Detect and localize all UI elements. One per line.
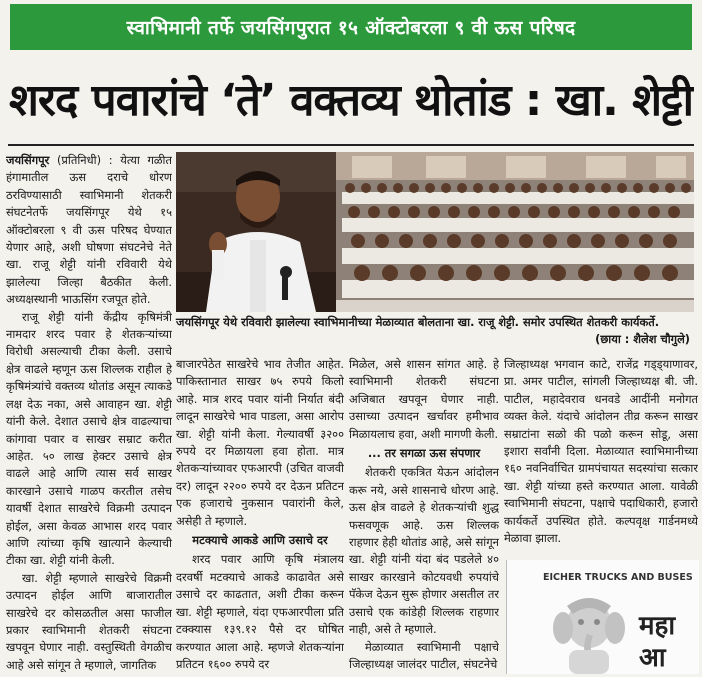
article-paragraph: मेळाव्यात स्वाभिमानी पक्षाचे जिल्हाध्यक्ष जालंदर पाटील, संघटनेचे xyxy=(349,639,499,671)
article-column-2 xyxy=(176,356,344,674)
article-paragraph: जिल्हाध्यक्ष भगवान काटे, राजेंद्र गड्ड्याणावर, प्रा. अमर पाटील, सांगली जिल्हाध्यक्ष बी. जी. पाटील, महादेवराव धनवडे आदींनी मनोगत व्यक्त केले. यंदाचे आंदोलन तीव्र करून साखर सम्राटांना सळो की पळो करून सोडू, असा इशारा सर्वांनी दिला. मेळाव्यात स्वाभिमानीच्या १६० नवनिर्वाचित ग्रामपंचायत सदस्यांचा सत्कार खा. शेट्टी यांच्या हस्ते करण्यात आला. यावेळी स्वाभिमानी संघटना, पक्षाचे पदाधिकारी, हजारो कार्यकर्ते उपस्थित होते. कल्पवृक्ष गार्डनमध्ये मेळावा झाला. xyxy=(504,357,698,546)
article-paragraph: बाजारपेठेत साखरेचे भाव तेजीत आहेत. पाकिस्तानात साखर ७५ रुपये किलो आहे. मात्र शरद पवार यांनी निर्यात बंदी लादून साखरेचे भाव पाडला, असा आरोप खा. शेट्टी यांनी केला. गेल्यावर्षी ३२०० रुपये दर मिळायला हवा होता. मात्र शेतकऱ्यांच्यावर एफआरपी (उचित वाजवी दर) लादून २२०० रुपये दर देऊन प्रतिटन एक हजाराचे नुकसान पवारांनी केले, असेही ते म्हणाले. xyxy=(176,357,344,528)
subheading: ... तर सगळा ऊस संपणार xyxy=(367,446,481,461)
article-column-1 xyxy=(6,152,172,674)
ad-brand: EICHER TRUCKS AND BUSES xyxy=(543,572,693,583)
top-banner-headline: स्वाभिमानी तर्फे जयसिंगपुरात १५ ऑक्टोबरला ९ वी ऊस परिषद xyxy=(10,4,692,50)
article-paragraph: राजू शेट्टी यांनी केंद्रीय कृषिमंत्री नामदार शरद पवार हे शेतकऱ्यांच्या विरोधी असल्याची टीका केली. उसाचे क्षेत्र वाढले म्हणून ऊस शिल्लक राहील हे कृषिमंत्र्यांचे वक्तव्य थोतांड असून त्याकडे लक्ष देऊ नका, असे आवाहन खा. शेट्टी यांनी केले. देशात उसाचे क्षेत्र वाढल्याचा कांगावा पवार व साखर सम्राट करीत आहेत. ५० लाख हेक्टर उसाचे क्षेत्र वाढले आहे आणि त्यास सर्व साखर कारखाने उसाचे गाळप करतील तसेच यावर्षी देशात साखरेचे विक्रमी उत्पादन होईल, असा केवळ आभास शरद पवार आणि त्यांच्या कृषि खात्याने केल्याची टीका खा. शेट्टी यांनी केली. xyxy=(6,309,172,568)
headline-divider xyxy=(8,144,694,146)
photo-caption xyxy=(176,314,694,352)
news-photo xyxy=(176,152,694,312)
ad-headline xyxy=(639,610,675,674)
article-paragraph: मिळेल, असे शासन सांगत आहे. हे स्वाभिमानी शेतकरी संघटना अजिबात खपवून घेणार नाही. उसाच्या उत्पादन खर्चावर हमीभाव मिळायलाच हवा, अशी मागणी केली. xyxy=(349,357,499,441)
article-paragraph: खा. शेट्टी म्हणाले साखरेचे विक्रमी उत्पादन होईल आणि बाजारातील साखरेचे दर कोसळतील असा फाजील प्रकार स्वाभिमानी शेतकरी संघटना खपवून घेणार नाही. वस्तुस्थिती वेगळीच आहे असे सांगून ते म्हणाले, जागतिक xyxy=(6,570,172,672)
main-headline: शरद पवारांचे ‘ते’ वक्तव्य थोतांड : खा. शेट्टी xyxy=(9,75,693,126)
article-paragraph: शेतकरी एकत्रित येऊन आंदोलन करू नये, असे शासनाचे धोरण आहे. ऊस क्षेत्र वाढले हे शेतकऱ्यांची शुद्ध फसवणूक आहे. ऊस शिल्लक राहणार हेही थोतांड आहे, असे सांगून खा. शेट्टी यांनी यंदा बंद पडलेले ४० साखर कारखाने कोटयवधी रुपयांचे पॅकेज देऊन सुरू होणार असतील तर उसाचे एक कांडेही शिल्लक राहणार नाही, असे ते म्हणाले. xyxy=(349,465,499,637)
ganesha-idol-icon xyxy=(549,594,629,674)
article-column-3 xyxy=(349,356,499,674)
article-column-4 xyxy=(504,356,698,560)
photo-credit: (छाया : शैलेश चौगुले) xyxy=(595,332,690,346)
paragraph-text: (प्रतिनिधी) : येत्या गळीत हंगामातील ऊस दराचे धोरण ठरविण्यासाठी स्वाभिमानी शेतकरी संघटनेतर्फे जयसिंगपूर येथे १५ ऑक्टोबरला ९ वी ऊस परिषद घेण्यात येणार आहे, अशी घोषणा संघटनेचे नेते खा. राजू शेट्टी यांनी रविवारी येथे झालेल्या जिल्हा बैठकीत केली. अध्यक्षस्थानी भाऊसिंग रजपूत होते. xyxy=(6,153,172,307)
advertisement xyxy=(506,560,699,674)
article-paragraph: शरद पवार आणि कृषि मंत्रालय दरवर्षी मटक्याचे आकडे काढावेत असे उसाचे दर काढतात, अशी टीका करून खा. शेट्टी म्हणाले, यंदा एफआरपीला प्रति टक्क्यास १३९.१२ पैसे दर घोषित करण्यात आला आहे. म्हणजे शेतकऱ्यांना प्रतिटन १६०० रुपये दर xyxy=(176,552,344,671)
dateline: जयसिंगपूर xyxy=(6,153,50,167)
caption-text: जयसिंगपूर येथे रविवारी झालेल्या स्वाभिमानीच्या मेळाव्यात बोलताना खा. राजू शेट्टी. समोर उपस्थित शेतकरी कार्यकर्ते. xyxy=(176,315,660,329)
ad-headline-line-1: महा xyxy=(639,611,676,641)
article-paragraph xyxy=(6,152,172,309)
subheading: मटक्याचे आकडे आणि उसाचे दर xyxy=(192,533,328,548)
ad-headline-line-2: आ xyxy=(639,643,666,673)
